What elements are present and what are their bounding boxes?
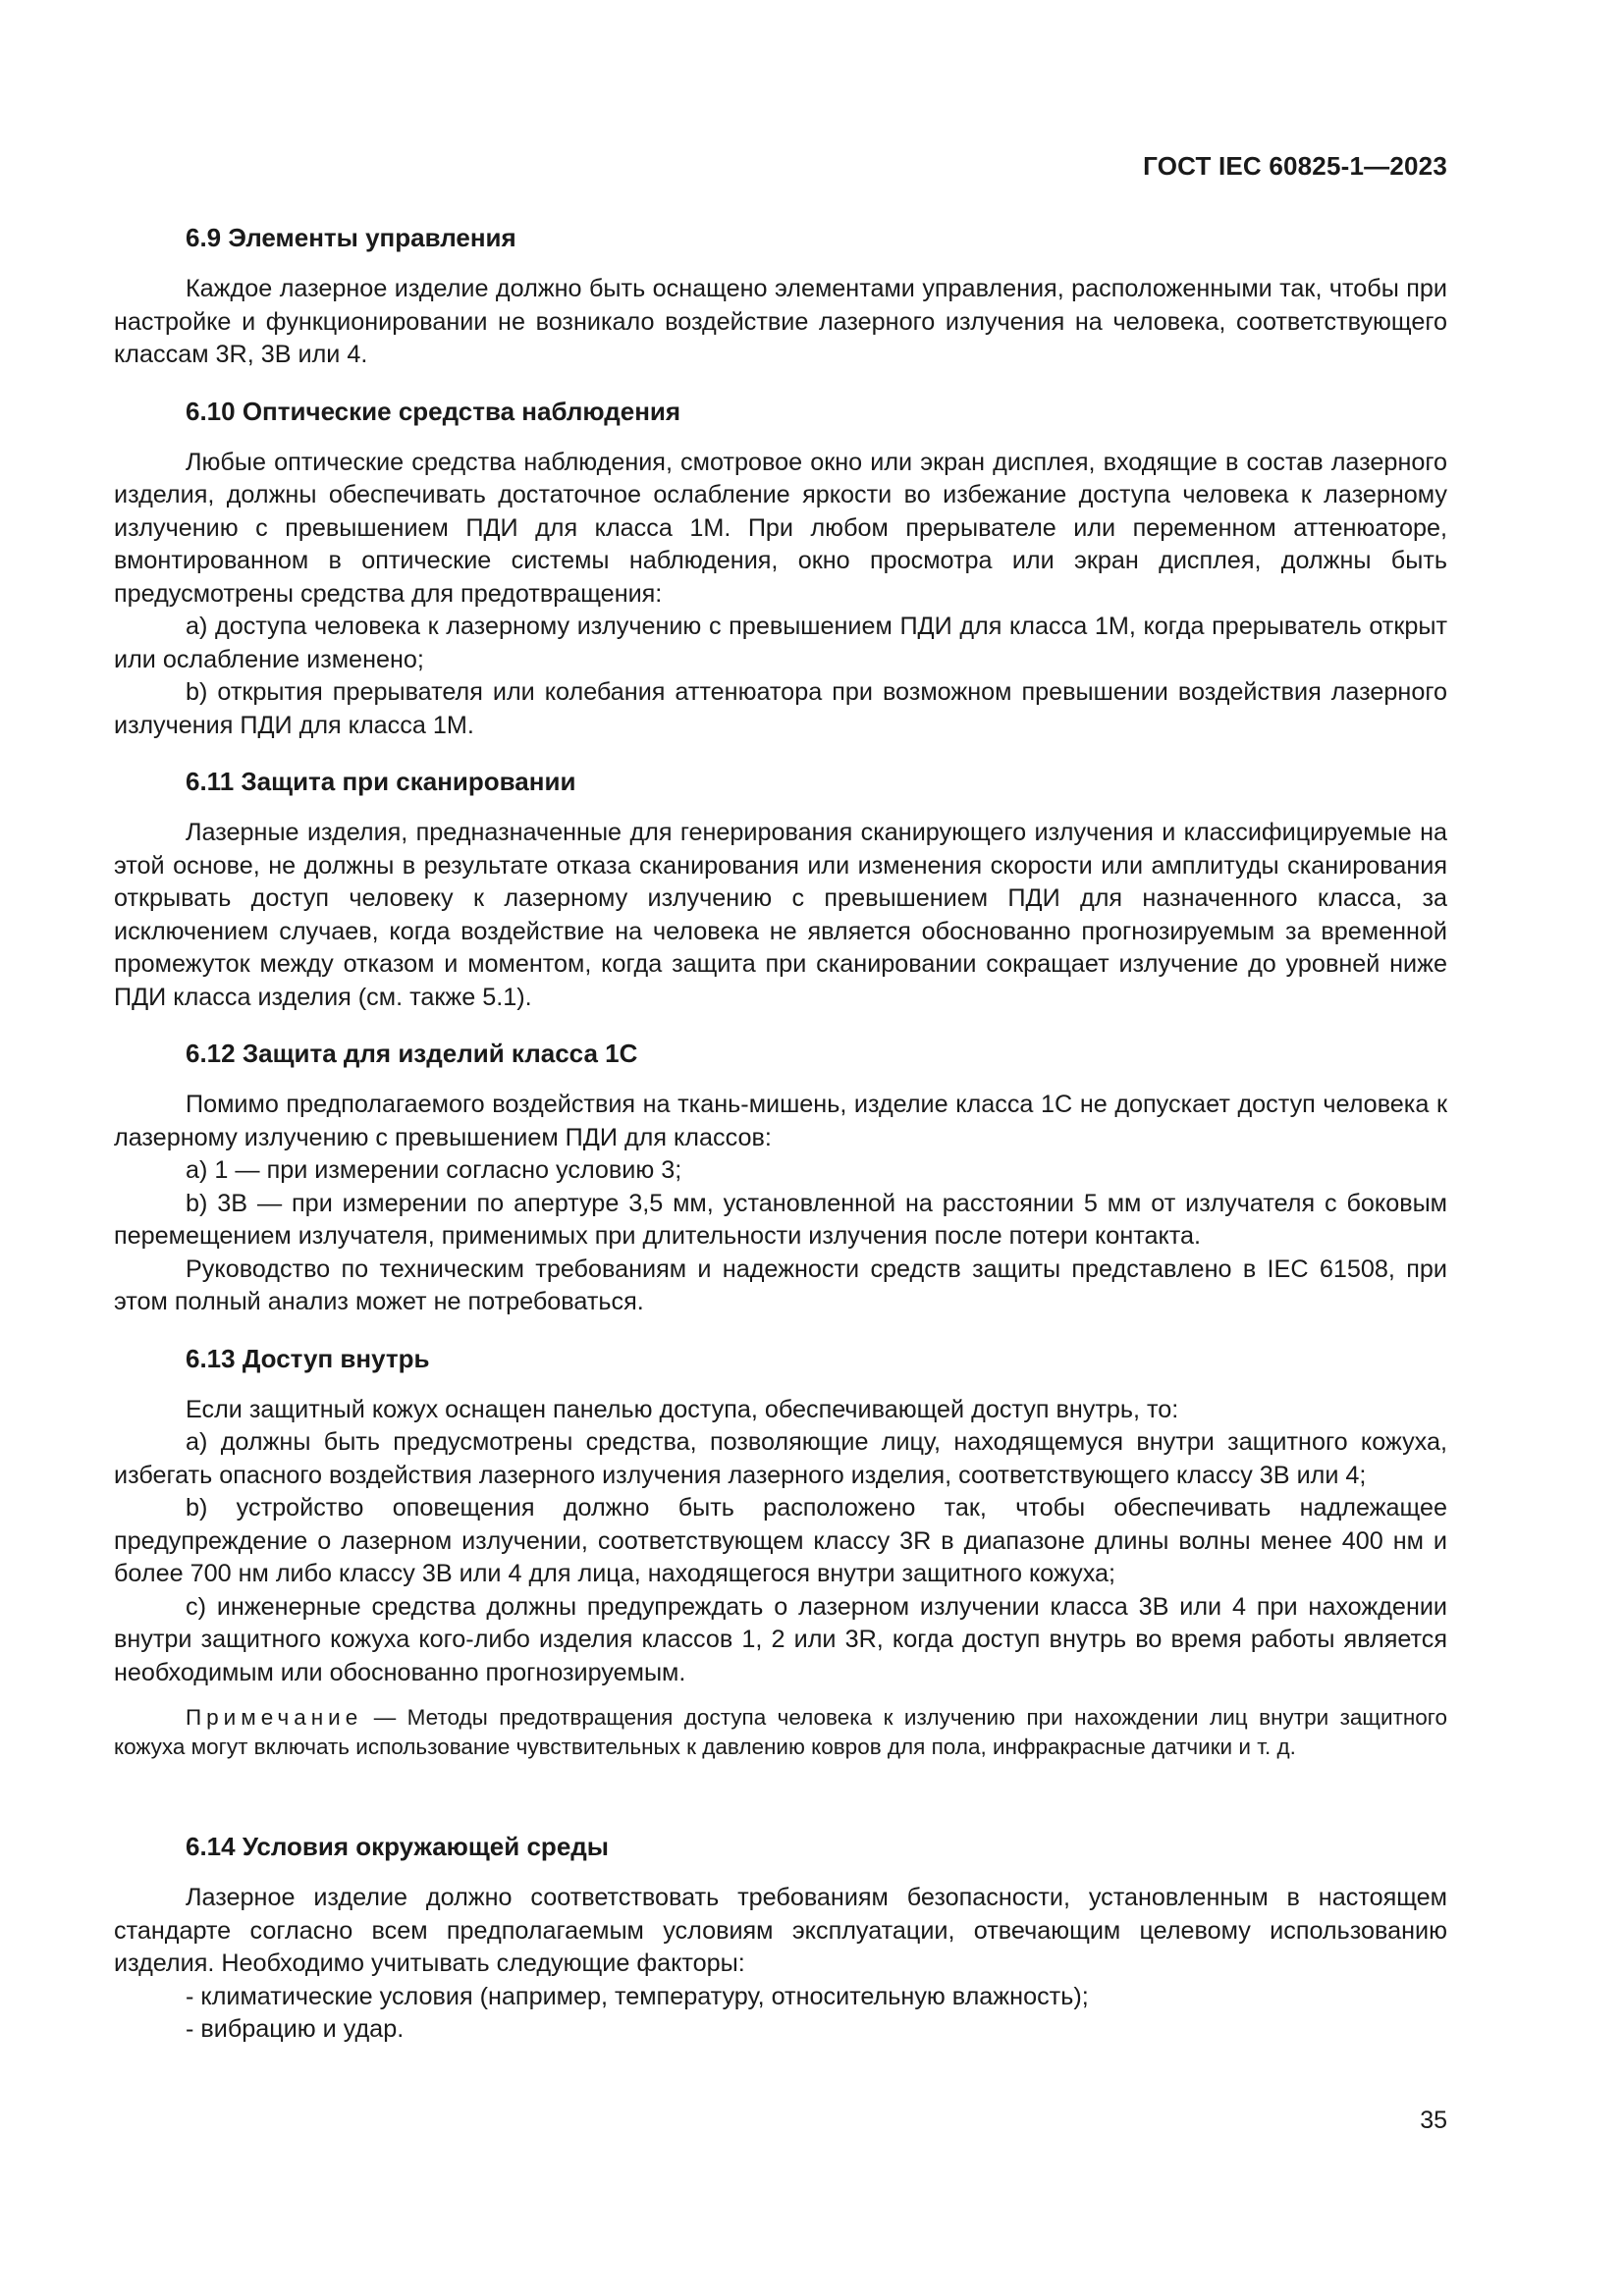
section-heading: 6.12 Защита для изделий класса 1C (186, 1039, 638, 1068)
note-spacer (114, 1762, 1447, 1807)
section-6-13 (114, 1343, 1447, 1808)
list-item: b) устройство оповещения должно быть расположено так, чтобы обеспечивать надлежащее предупреждение о лазерном излучении, соответствующем классу 3R в диапазоне длины волны менее 400 нм и более 700 нм либо классу 3B или 4 для лица, находящегося внутри защитного кожуха; (114, 1494, 1447, 1587)
page-number: 35 (1420, 2107, 1447, 2134)
list-item: b) 3B — при измерении по апертуре 3,5 мм, установленной на расстоянии 5 мм от излучателя с боковым перемещением излучателя, применимых при длительности излучения после потери контакта. (114, 1189, 1447, 1250)
list-item: a) 1 — при измерении согласно условию 3; (186, 1156, 682, 1184)
list-item: a) должны быть предусмотрены средства, позволяющие лицу, находящемуся внутри защитного кожуха, избегать опасного воздействия лазерного излучения лазерного изделия, соответствующего классу 3B или 4; (114, 1428, 1447, 1489)
paragraph: Каждое лазерное изделие должно быть оснащено элементами управления, расположенными так, чтобы при настройке и функционировании не возникало воздействие лазерного излучения на человека, соответствующего классам 3R, 3B или 4. (114, 275, 1447, 368)
section-6-9 (114, 222, 1447, 372)
section-6-10 (114, 396, 1447, 743)
paragraph: Лазерное изделие должно соответствовать требованиям безопасности, установленным в настоящем стандарте согласно всем предполагаемым условиям эксплуатации, отвечающим целевому использованию изделия. Необходимо учитывать следующие факторы: (114, 1884, 1447, 1977)
section-heading: 6.10 Оптические средства наблюдения (186, 396, 681, 426)
paragraph: Если защитный кожух оснащен панелью доступа, обеспечивающей доступ внутрь, то: (186, 1395, 1179, 1423)
note-text: — Методы предотвращения доступа человека к излучению при нахождении лиц внутри защитного кожуха могут включать использование чувствительных к давлению ковров для пола, инфракрасные датчики и т. д. (114, 1705, 1447, 1759)
list-item: b) открытия прерывателя или колебания аттенюатора при возможном превышении воздействия лазерного излучения ПДИ для класса 1M. (114, 678, 1447, 739)
paragraph: Лазерные изделия, предназначенные для генерирования сканирующего излучения и классифицируемые на этой основе, не должны в результате отказа сканирования или изменения скорости или амплитуды сканирования открывать доступ человеку к лазерному излучению с превышением ПДИ для назначенного класса, за исключением случаев, когда воздействие на человека не является обоснованно прогнозируемым за временной промежуток между отказом и моментом, когда защита при сканировании сокращает излучение до уровней ниже ПДИ класса изделия (см. также 5.1). (114, 819, 1447, 1011)
list-item: c) инженерные средства должны предупреждать о лазерном излучении класса 3B или 4 при нахождении внутри защитного кожуха кого-либо изделия классов 1, 2 или 3R, когда доступ внутрь во время работы является необходимым или обоснованно прогнозируемым. (114, 1592, 1447, 1686)
section-heading: 6.13 Доступ внутрь (186, 1343, 430, 1373)
list-item: - вибрацию и удар. (186, 2015, 405, 2043)
note (114, 1703, 1447, 1762)
page-content (114, 222, 1447, 2070)
list-item: - климатические условия (например, температуру, относительную влажность); (186, 1982, 1089, 2010)
document-page (114, 0, 1447, 2296)
paragraph: Руководство по техническим требованиям и надежности средств защиты представлено в IEC 61508, при этом полный анализ может не потребоваться. (114, 1255, 1447, 1315)
section-heading: 6.14 Условия окружающей среды (186, 1832, 609, 1861)
paragraph: Любые оптические средства наблюдения, смотровое окно или экран дисплея, входящие в состав лазерного изделия, должны обеспечивать достаточное ослабление яркости во избежание доступа человека к лазерному излучению с превышением ПДИ для класса 1M. При любом прерывателе или переменном аттенюаторе, вмонтированном в оптические системы наблюдения, окно просмотра или экран дисплея, должны быть предусмотрены средства для предотвращения: (114, 448, 1447, 608)
note-label: Примечание (186, 1705, 363, 1730)
section-heading: 6.9 Элементы управления (186, 223, 516, 252)
section-heading: 6.11 Защита при сканировании (186, 767, 576, 796)
paragraph: Помимо предполагаемого воздействия на ткань-мишень, изделие класса 1C не допускает доступ человека к лазерному излучению с превышением ПДИ для классов: (114, 1091, 1447, 1151)
section-6-11 (114, 766, 1447, 1014)
section-6-12 (114, 1038, 1447, 1319)
section-6-14 (114, 1831, 1447, 2047)
list-item: a) доступа человека к лазерному излучению с превышением ПДИ для класса 1M, когда прерыватель открыт или ослабление изменено; (114, 613, 1447, 673)
document-code: ГОСТ IEC 60825-1—2023 (1143, 151, 1447, 181)
